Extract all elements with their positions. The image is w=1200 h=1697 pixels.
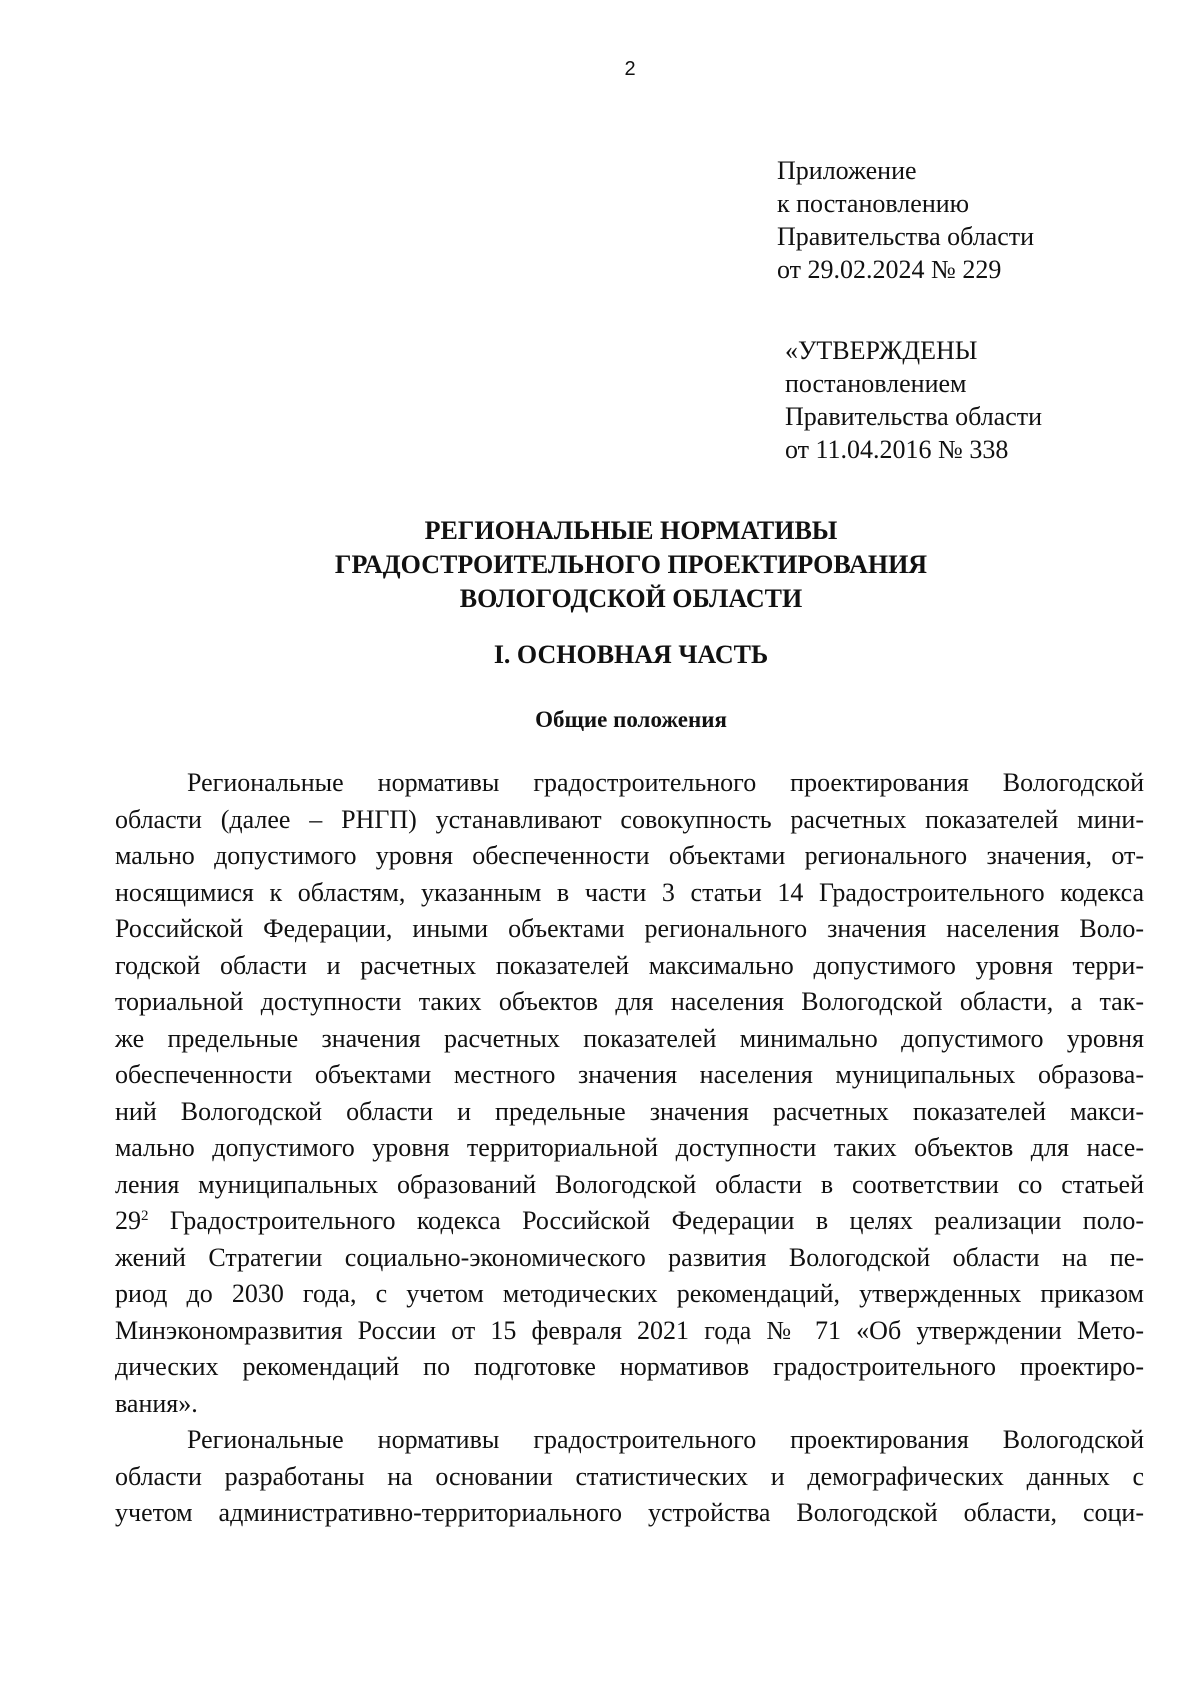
paragraph-line: же предельные значения расчетных показателей минимально допустимого уровня xyxy=(115,1023,1144,1053)
paragraph-line xyxy=(115,1203,1144,1240)
paragraph-line: ления муниципальных образований Вологодской области в соответствии со статьей xyxy=(115,1169,1144,1199)
paragraph-line: мально допустимого уровня территориальной доступности таких объектов для насе- xyxy=(115,1133,1144,1162)
paragraph-line: области (далее – РНГП) устанавливают совокупность расчетных показателей мини- xyxy=(115,804,1144,834)
body-text xyxy=(115,765,1144,1532)
paragraph-line: ториальной доступности таких объектов для населения Вологодской области, а так- xyxy=(115,987,1144,1016)
paragraph-line: риод до 2030 года, с учетом методических рекомендаций, утвержденных приказом xyxy=(115,1279,1144,1308)
approval-block xyxy=(785,334,1042,466)
annex-line: к постановлению xyxy=(777,189,970,218)
paragraph-line: области разработаны на основании статистических и демографических данных с xyxy=(115,1461,1144,1491)
paragraph-line: Российской Федерации, иными объектами регионального значения населения Воло- xyxy=(115,914,1144,943)
paragraph-line: мально допустимого уровня обеспеченности объектами регионального значения, от- xyxy=(115,841,1144,870)
title-line: ГРАДОСТРОИТЕЛЬНОГО ПРОЕКТИРОВАНИЯ xyxy=(334,550,928,579)
paragraph-line: Региональные нормативы градостроительного проектирования Вологодской xyxy=(187,1425,1144,1454)
page-number: 2 xyxy=(624,58,636,80)
paragraph-line: ний Вологодской области и предельные значения расчетных показателей макси- xyxy=(115,1096,1144,1126)
approval-line: постановлением xyxy=(785,369,967,398)
annex-block xyxy=(777,154,1034,286)
paragraph-line: носящимися к областям, указанным в части 3 статьи 14 Градостроительного кодекса xyxy=(115,877,1144,907)
section-heading: I. ОСНОВНАЯ ЧАСТЬ xyxy=(493,640,769,669)
annex-line: Приложение xyxy=(777,156,917,185)
paragraph-line: обеспеченности объектами местного значения населения муниципальных образова- xyxy=(115,1060,1144,1089)
title-line: РЕГИОНАЛЬНЫЕ НОРМАТИВЫ xyxy=(424,516,838,545)
paragraph-line: годской области и расчетных показателей максимально допустимого уровня терри- xyxy=(115,950,1144,980)
paragraph-line: Минэкономразвития России от 15 февраля 2021 года № 71 «Об утверждении Мето- xyxy=(115,1315,1144,1345)
approval-line: Правительства области xyxy=(785,402,1043,431)
approval-line: «УТВЕРЖДЕНЫ xyxy=(785,336,978,365)
approval-line: от 11.04.2016 № 338 xyxy=(785,435,1009,464)
paragraph-line: Региональные нормативы градостроительного проектирования Вологодской xyxy=(187,768,1144,797)
annex-line: от 29.02.2024 № 229 xyxy=(777,255,1002,284)
subsection-heading: Общие положения xyxy=(535,707,727,732)
document-title xyxy=(0,514,1200,616)
article-number: 29 xyxy=(115,1206,141,1235)
paragraph-line: учетом административно-территориального устройства Вологодской области, соци- xyxy=(115,1498,1144,1527)
paragraph-line-rest: Градостроительного кодекса Российской Федерации в целях реализации поло- xyxy=(148,1206,1144,1235)
title-line: ВОЛОГОДСКОЙ ОБЛАСТИ xyxy=(459,584,803,613)
article-superscript: 2 xyxy=(141,1208,149,1224)
paragraph-line: вания». xyxy=(115,1388,198,1418)
paragraph-line: жений Стратегии социально-экономического развития Вологодской области на пе- xyxy=(115,1242,1144,1272)
annex-line: Правительства области xyxy=(777,222,1035,251)
paragraph-line: дических рекомендаций по подготовке нормативов градостроительного проектиро- xyxy=(115,1352,1144,1381)
